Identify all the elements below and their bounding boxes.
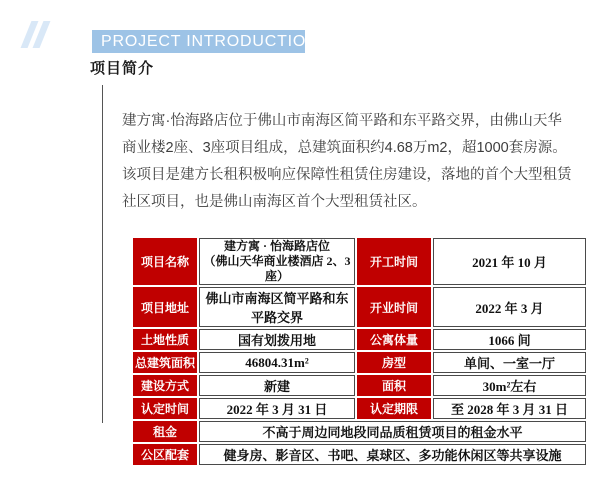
table-value-cell: 2022 年 3 月 bbox=[433, 287, 586, 327]
table-value-cell: 健身房、影音区、书吧、桌球区、多功能休闲区等共享设施 bbox=[199, 444, 586, 465]
vertical-divider bbox=[102, 85, 103, 423]
table-label-cell: 房型 bbox=[357, 352, 431, 373]
table-label-cell: 面积 bbox=[357, 375, 431, 396]
table-label-cell: 认定时间 bbox=[133, 398, 197, 419]
table-row bbox=[133, 398, 586, 419]
table-row bbox=[133, 421, 586, 442]
table-value-cell: 国有划拨用地 bbox=[199, 329, 355, 350]
table-row bbox=[133, 287, 586, 327]
table-label-cell: 认定期限 bbox=[357, 398, 431, 419]
table-value-cell: 佛山市南海区简平路和东平路交界 bbox=[199, 287, 355, 327]
table-label-cell: 公区配套 bbox=[133, 444, 197, 465]
table-label-cell: 项目名称 bbox=[133, 238, 197, 285]
section-banner: PROJECT INTRODUCTION bbox=[92, 30, 305, 53]
intro-line: 社区项目，也是佛山南海区首个大型租赁社区。 bbox=[122, 194, 427, 210]
table-value-cell: 不高于周边同地段同品质租赁项目的租金水平 bbox=[199, 421, 586, 442]
table-value-cell: 1066 间 bbox=[433, 329, 586, 350]
intro-line: 商业楼2座、3座项目组成，总建筑面积约4.68万m2，超1000套房源。 bbox=[122, 140, 567, 156]
section-title: 项目简介 bbox=[90, 60, 155, 77]
table-row bbox=[133, 375, 586, 396]
table-label-cell: 租金 bbox=[133, 421, 197, 442]
table-value-cell: 46804.31m² bbox=[199, 352, 355, 373]
table-label-cell: 土地性质 bbox=[133, 329, 197, 350]
table-row bbox=[133, 238, 586, 285]
double-slash-icon bbox=[26, 21, 45, 48]
table-row bbox=[133, 329, 586, 350]
table-label-cell: 开工时间 bbox=[357, 238, 431, 285]
table-label-cell: 总建筑面积 bbox=[133, 352, 197, 373]
project-info-table bbox=[131, 236, 588, 467]
table-value-cell: 2022 年 3 月 31 日 bbox=[199, 398, 355, 419]
table-label-cell: 项目地址 bbox=[133, 287, 197, 327]
intro-paragraph bbox=[122, 108, 570, 216]
intro-line: 该项目是建方长租积极响应保障性租赁住房建设，落地的首个大型租赁 bbox=[122, 167, 572, 183]
table-label-cell: 建设方式 bbox=[133, 375, 197, 396]
table-value-cell: 新建 bbox=[199, 375, 355, 396]
table-value-cell: 30m²左右 bbox=[433, 375, 586, 396]
table-label-cell: 公寓体量 bbox=[357, 329, 431, 350]
table-row bbox=[133, 352, 586, 373]
project-name-line: 建方寓 · 怡海路店位 bbox=[223, 239, 330, 253]
table-value-cell: 单间、一室一厅 bbox=[433, 352, 586, 373]
project-name-line: （佛山天华商业楼酒店 2、3 座） bbox=[203, 254, 351, 283]
table-value-cell: 至 2028 年 3 月 31 日 bbox=[433, 398, 586, 419]
table-label-cell: 开业时间 bbox=[357, 287, 431, 327]
table-value-cell bbox=[199, 238, 355, 285]
intro-line: 建方寓·怡海路店位于佛山市南海区简平路和东平路交界，由佛山天华 bbox=[122, 113, 562, 129]
table-row bbox=[133, 444, 586, 465]
table-value-cell: 2021 年 10 月 bbox=[433, 238, 586, 285]
